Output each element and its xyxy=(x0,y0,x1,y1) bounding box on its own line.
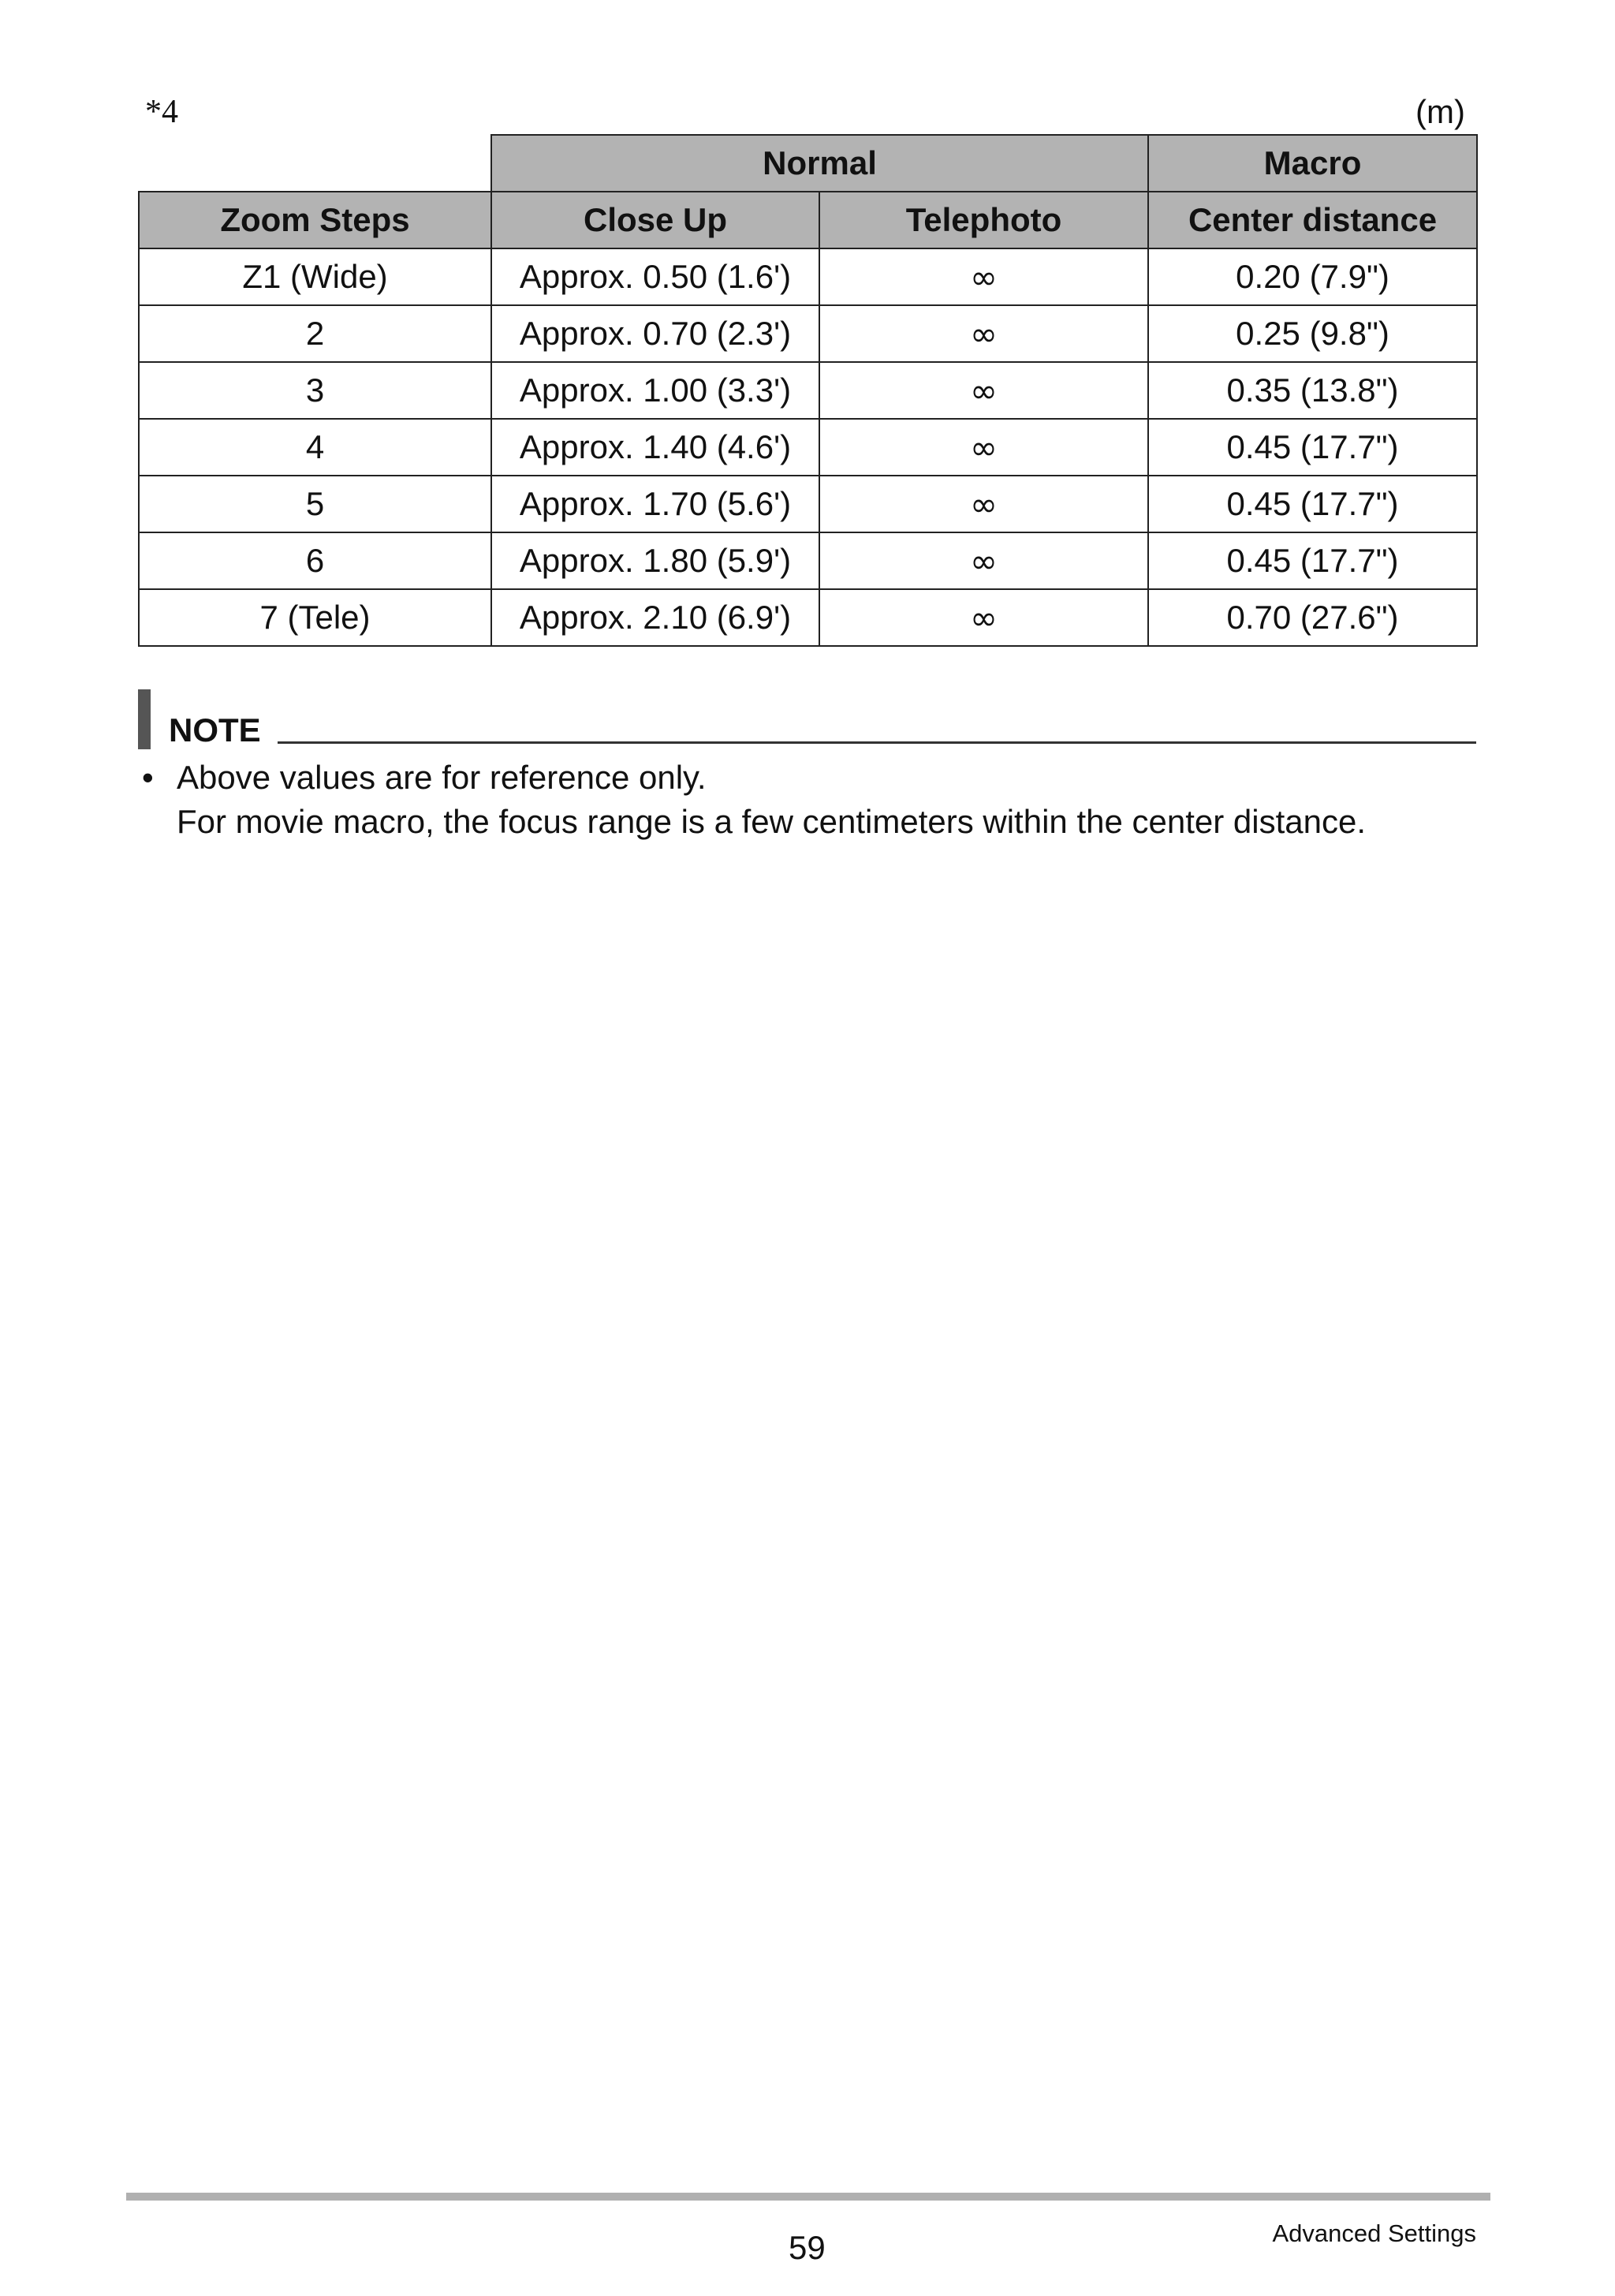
zoom-step-cell: 2 xyxy=(139,305,491,362)
table-row xyxy=(139,589,1477,646)
center-distance-cell: 0.45 (17.7") xyxy=(1148,419,1477,476)
note-text-line-2: For movie macro, the focus range is a few centimeters within the center distance. xyxy=(177,803,1367,840)
center-distance-cell: 0.35 (13.8") xyxy=(1148,362,1477,419)
focus-range-table xyxy=(138,134,1478,647)
center-distance-cell: 0.45 (17.7") xyxy=(1148,476,1477,532)
note-marker-bar xyxy=(138,689,151,749)
zoom-step-cell: 7 (Tele) xyxy=(139,589,491,646)
center-distance-cell: 0.70 (27.6") xyxy=(1148,589,1477,646)
close-up-cell: Approx. 2.10 (6.9') xyxy=(491,589,819,646)
table-corner-cell xyxy=(139,135,491,192)
telephoto-infinity-cell: ∞ xyxy=(819,589,1148,646)
note-title: NOTE xyxy=(169,711,261,749)
close-up-cell: Approx. 0.50 (1.6') xyxy=(491,248,819,305)
center-distance-cell: 0.25 (9.8") xyxy=(1148,305,1477,362)
telephoto-infinity-cell: ∞ xyxy=(819,362,1148,419)
close-up-cell: Approx. 1.40 (4.6') xyxy=(491,419,819,476)
table-row xyxy=(139,305,1477,362)
center-distance-cell: 0.20 (7.9") xyxy=(1148,248,1477,305)
group-header-normal: Normal xyxy=(491,135,1148,192)
telephoto-infinity-cell: ∞ xyxy=(819,305,1148,362)
column-header-close-up: Close Up xyxy=(491,192,819,248)
note-list xyxy=(142,756,1498,844)
telephoto-infinity-cell: ∞ xyxy=(819,476,1148,532)
close-up-cell: Approx. 0.70 (2.3') xyxy=(491,305,819,362)
page-number: 59 xyxy=(789,2229,826,2266)
note-divider xyxy=(278,741,1476,744)
column-header-zoom-steps: Zoom Steps xyxy=(139,192,491,248)
note-text-line-1: Above values are for reference only. xyxy=(177,759,707,796)
zoom-step-cell: 3 xyxy=(139,362,491,419)
zoom-step-cell: 4 xyxy=(139,419,491,476)
footnote-marker: *4 xyxy=(145,94,178,130)
unit-label: (m) xyxy=(1415,93,1465,130)
zoom-step-cell: 5 xyxy=(139,476,491,532)
table-row xyxy=(139,248,1477,305)
footer-divider xyxy=(126,2193,1490,2201)
table-row xyxy=(139,419,1477,476)
close-up-cell: Approx. 1.00 (3.3') xyxy=(491,362,819,419)
table-group-header-row xyxy=(139,135,1477,192)
zoom-step-cell: Z1 (Wide) xyxy=(139,248,491,305)
column-header-telephoto: Telephoto xyxy=(819,192,1148,248)
telephoto-infinity-cell: ∞ xyxy=(819,248,1148,305)
close-up-cell: Approx. 1.80 (5.9') xyxy=(491,532,819,589)
telephoto-infinity-cell: ∞ xyxy=(819,419,1148,476)
table-row xyxy=(139,476,1477,532)
close-up-cell: Approx. 1.70 (5.6') xyxy=(491,476,819,532)
telephoto-infinity-cell: ∞ xyxy=(819,532,1148,589)
bullet-icon: • xyxy=(142,759,154,796)
note-item xyxy=(142,756,1498,844)
table-column-header-row xyxy=(139,192,1477,248)
table-row xyxy=(139,362,1477,419)
section-name: Advanced Settings xyxy=(1272,2219,1476,2247)
table-row xyxy=(139,532,1477,589)
center-distance-cell: 0.45 (17.7") xyxy=(1148,532,1477,589)
group-header-macro: Macro xyxy=(1148,135,1477,192)
zoom-step-cell: 6 xyxy=(139,532,491,589)
column-header-center-distance: Center distance xyxy=(1148,192,1477,248)
